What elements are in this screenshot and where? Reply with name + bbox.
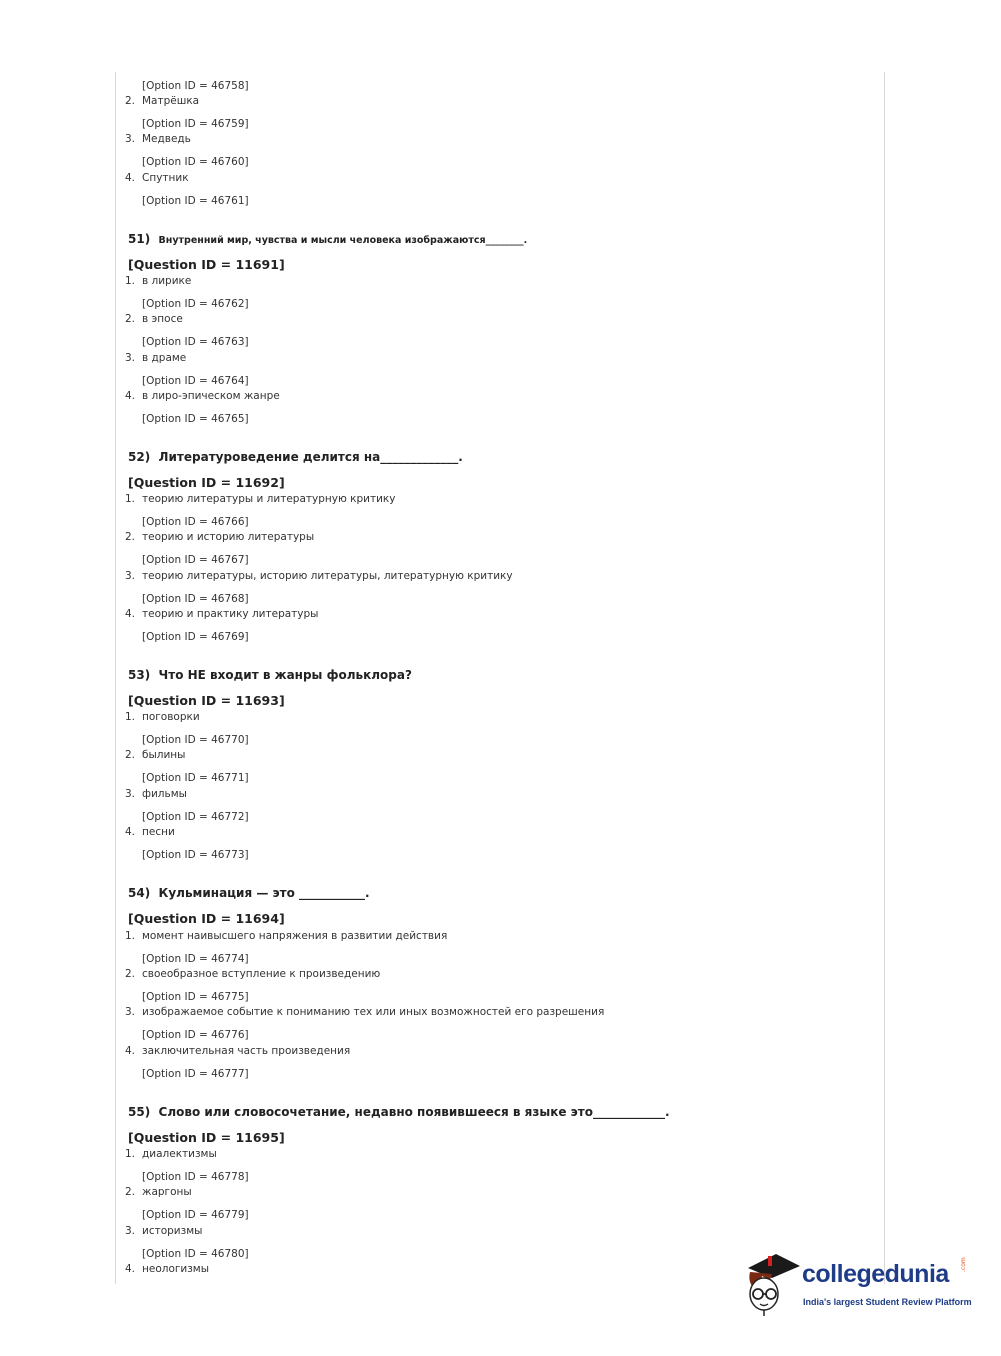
- option-number: 4.: [125, 826, 136, 838]
- option-text: в драме: [142, 352, 187, 364]
- option-number: 4.: [125, 608, 136, 620]
- option-text: фильмы: [142, 788, 187, 800]
- question-text: Внутренний мир, чувства и мысли человека изображаются________.: [158, 235, 528, 246]
- student-mascot-icon: [742, 1250, 802, 1316]
- question-heading: [128, 450, 463, 464]
- option-id: [Option ID = 46769]: [142, 631, 249, 643]
- question-number: 52): [128, 450, 151, 464]
- option-number: 3.: [125, 570, 136, 582]
- question-heading: [128, 886, 370, 900]
- option-text: своеобразное вступление к произведению: [142, 968, 381, 980]
- collegedunia-logo: [742, 1250, 972, 1320]
- option-number: 1.: [125, 1148, 136, 1160]
- option-number: 2.: [125, 313, 136, 325]
- option-id: [Option ID = 46761]: [142, 195, 249, 207]
- option-id: [Option ID = 46762]: [142, 298, 249, 310]
- question-id: [Question ID = 11695]: [128, 1130, 285, 1145]
- question-text: Литературоведение делится на_____________.: [158, 450, 463, 464]
- option-number: 4.: [125, 172, 136, 184]
- logo-wordmark: collegedunia: [802, 1260, 949, 1288]
- question-number: 51): [128, 232, 151, 246]
- option-text: поговорки: [142, 711, 200, 723]
- question-text: Кульминация — это ___________.: [158, 886, 370, 900]
- option-text: заключительная часть произведения: [142, 1045, 351, 1057]
- option-id: [Option ID = 46771]: [142, 772, 249, 784]
- option-id: [Option ID = 46778]: [142, 1171, 249, 1183]
- option-id: [Option ID = 46758]: [142, 80, 249, 92]
- option-id: [Option ID = 46764]: [142, 375, 249, 387]
- option-number: 3.: [125, 133, 136, 145]
- option-id: [Option ID = 46779]: [142, 1209, 249, 1221]
- option-id: [Option ID = 46759]: [142, 118, 249, 130]
- option-number: 2.: [125, 531, 136, 543]
- option-text: песни: [142, 826, 175, 838]
- option-text: теорию и практику литературы: [142, 608, 319, 620]
- option-id: [Option ID = 46780]: [142, 1248, 249, 1260]
- option-text: жаргоны: [142, 1186, 192, 1198]
- option-id: [Option ID = 46772]: [142, 811, 249, 823]
- option-text: Медведь: [142, 133, 191, 145]
- option-id: [Option ID = 46776]: [142, 1029, 249, 1041]
- option-id: [Option ID = 46773]: [142, 849, 249, 861]
- option-text: былины: [142, 749, 186, 761]
- option-text: в лирике: [142, 275, 192, 287]
- question-id: [Question ID = 11692]: [128, 475, 285, 490]
- logo-tagline: India's largest Student Review Platform: [803, 1297, 972, 1307]
- question-number: 53): [128, 668, 151, 682]
- option-id: [Option ID = 46766]: [142, 516, 249, 528]
- question-number: 55): [128, 1105, 151, 1119]
- option-id: [Option ID = 46775]: [142, 991, 249, 1003]
- option-id: [Option ID = 46767]: [142, 554, 249, 566]
- logo-domain-suffix: .com: [960, 1257, 967, 1272]
- option-id: [Option ID = 46765]: [142, 413, 249, 425]
- option-number: 3.: [125, 1006, 136, 1018]
- option-id: [Option ID = 46763]: [142, 336, 249, 348]
- question-number: 54): [128, 886, 151, 900]
- option-text: изображаемое событие к пониманию тех или иных возможностей его разрешения: [142, 1006, 605, 1018]
- right-margin-rule: [884, 72, 885, 1284]
- option-id: [Option ID = 46770]: [142, 734, 249, 746]
- option-text: Матрёшка: [142, 95, 200, 107]
- option-number: 4.: [125, 390, 136, 402]
- option-number: 1.: [125, 930, 136, 942]
- option-number: 1.: [125, 493, 136, 505]
- option-text: момент наивысшего напряжения в развитии действия: [142, 930, 448, 942]
- option-text: диалектизмы: [142, 1148, 217, 1160]
- option-text: теорию литературы и литературную критику: [142, 493, 396, 505]
- option-id: [Option ID = 46777]: [142, 1068, 249, 1080]
- option-text: теорию литературы, историю литературы, литературную критику: [142, 570, 513, 582]
- question-heading: [128, 668, 412, 682]
- question-text: Слово или словосочетание, недавно появившееся в языке это____________.: [158, 1105, 670, 1119]
- option-id: [Option ID = 46774]: [142, 953, 249, 965]
- question-heading: [128, 232, 527, 246]
- option-number: 2.: [125, 95, 136, 107]
- question-text: Что НЕ входит в жанры фольклора?: [158, 668, 412, 682]
- option-number: 3.: [125, 788, 136, 800]
- question-id: [Question ID = 11694]: [128, 911, 285, 926]
- question-heading: [128, 1105, 670, 1119]
- option-number: 3.: [125, 352, 136, 364]
- option-number: 3.: [125, 1225, 136, 1237]
- question-id: [Question ID = 11693]: [128, 693, 285, 708]
- option-number: 4.: [125, 1263, 136, 1275]
- option-id: [Option ID = 46760]: [142, 156, 249, 168]
- option-text: Спутник: [142, 172, 189, 184]
- option-number: 2.: [125, 1186, 136, 1198]
- option-id: [Option ID = 46768]: [142, 593, 249, 605]
- option-text: историзмы: [142, 1225, 203, 1237]
- question-id: [Question ID = 11691]: [128, 257, 285, 272]
- left-margin-rule: [115, 72, 116, 1284]
- option-text: неологизмы: [142, 1263, 210, 1275]
- option-text: теорию и историю литературы: [142, 531, 315, 543]
- option-number: 1.: [125, 711, 136, 723]
- option-number: 2.: [125, 749, 136, 761]
- option-text: в эпосе: [142, 313, 183, 325]
- option-number: 1.: [125, 275, 136, 287]
- option-number: 2.: [125, 968, 136, 980]
- option-text: в лиро-эпическом жанре: [142, 390, 280, 402]
- option-number: 4.: [125, 1045, 136, 1057]
